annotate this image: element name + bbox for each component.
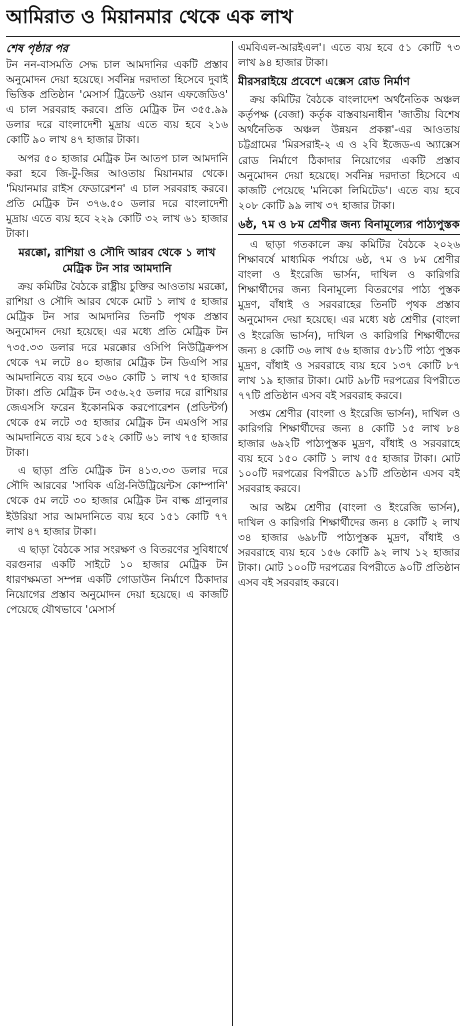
paragraph: এমবিএল-আরইএল'। এতে ব্যয় হবে ৫১ কোটি ৭৩ লাখ ৯৪ হাজার টাকা।	[238, 42, 460, 70]
right-column	[238, 41, 460, 1028]
paragraph: এ ছাড়া বৈঠকে সার সংরক্ষণ ও বিতরণের সুবিধার্থে বরগুনার একটি সাইটে ১০ হাজার মেট্রিক টন ধারণক্ষমতা সম্পন্ন একটি গোডাউন নির্মাণে ঠিকাদার নিয়োগের প্রস্তাব অনুমোদন দেয়া হয়েছে। এ কাজটি পেয়েছে যৌথভাবে 'মেসার্স	[6, 543, 228, 617]
paragraph: অপর ৫০ হাজার মেট্রিক টন আতপ চাল আমদানি করা হবে জি-টু-জির আওতায় মিয়ানমার থেকে। 'মিয়ানমার রাইস ফেডারেশন' এ চাল সরবরাহ করবে। প্রতি মেট্রিক টন ৩৭৬.৫০ ডলার দরে বাংলাদেশী মুদ্রায় এতে ব্যয় হবে ২২৯ কোটি ৩২ লাখ ৬১ হাজার টাকা।	[6, 152, 228, 241]
subheading-access-road: মীরসরাইয়ে প্রবেশে এক্সেস রোড নির্মাণ	[238, 75, 410, 89]
article-columns	[6, 41, 460, 1028]
paragraph: ক্রয় কমিটির বৈঠকে রাষ্ট্রীয় চুক্তির আওতায় মরক্কো, রাশিয়া ও সৌদি আরব থেকে মোট ১ লাখ ৫ হাজার মেট্রিক টন সার আমদানির তিনটি পৃথক প্রস্তাব অনুমোদন দেয়া হয়েছে। এর মধ্যে প্রতি মেট্রিক টন ৭৩৫.৩৩ ডলার দরে মরক্কোর ওসিপি নিউট্রিক্রপস থেকে ৭ম লটে ৪০ হাজার মেট্রিক টন ডিএপি সার আমদানিতে ব্যয় হবে ৩৬০ কোটি ১ লাখ ৭৫ হাজার টাকা। প্রতি মেট্রিক টন ৩৫৬.২৫ ডলার দরে রাশিয়ার জেএসসি ফরেন ইকোনমিক করপোরেশন (প্রডিন্টর্গ) থেকে ৫ম লটে ৩৫ হাজার মেট্রিক টন এমওপি সার আমদানিতে ব্যয় হবে ১৫২ কোটি ৬১ লাখ ৭৫ হাজার টাকা।	[6, 281, 228, 460]
continuation-kicker: শেষ পৃষ্ঠার পর	[6, 42, 69, 55]
subheading-textbooks: ৬ষ্ঠ, ৭ম ও ৮ম শ্রেণীর জন্য বিনামূল্যের পাঠ্যপুস্তক	[238, 217, 460, 235]
paragraph: আর অষ্টম শ্রেণীর (বাংলা ও ইংরেজি ভার্সন), দাখিল ও কারিগরি শিক্ষার্থীদের জন্য ৪ কোটি ২ লাখ ৩৪ হাজার ৬৯৮টি পাঠ্যপুস্তক মুদ্রণ, বাঁধাই ও সরবরাহে ব্যয় হবে ১৫৬ কোটি ৯২ লাখ ১২ হাজার টাকা। মোট ১০০টি দরপত্রের বিপরীতে ৯০টি প্রতিষ্ঠান এসব বই সরবরাহ করবে।	[238, 501, 460, 589]
paragraph: সপ্তম শ্রেণীর (বাংলা ও ইংরেজি ভার্সন), দাখিল ও কারিগরি শিক্ষার্থীদের জন্য ৪ কোটি ১৫ লাখ ৮৪ হাজার ৬৯২টি পাঠ্যপুস্তক মুদ্রণ, বাঁধাই ও সরবরাহে ব্যয় হবে ১৫০ কোটি ১ লাখ ৫৫ হাজার টাকা। মোট ১০০টি দরপত্রের বিপরীতে ৯১টি প্রতিষ্ঠান এসব বই সরবরাহ করবে।	[238, 407, 460, 496]
paragraph: এ ছাড়া গতকালে ক্রয় কমিটির বৈঠকে ২০২৬ শিক্ষাবর্ষে মাধ্যমিক পর্যায়ে ৬ষ্ঠ, ৭ম ও ৮ম শ্রেণীর বাংলা ও ইংরেজি ভার্সন, দাখিল ও কারিগরি শিক্ষার্থীদের জন্য বিনামূল্যে বিতরণের পাঠ্য পুস্তক মুদ্রণ, বাঁধাই ও সরবরাহের তিনটি পৃথক প্রস্তাব অনুমোদন দেয়া হয়েছে। এর মধ্যে ষষ্ঠ শ্রেণীর (বাংলা ও ইংরেজি ভার্সন), দাখিল ও কারিগরি শিক্ষার্থীদের জন্য ৪ কোটি ৩৬ লাখ ৫৬ হাজার ৫৮১টি পাঠ্য পুস্তক মুদ্রণ, বাঁধাই ও সরবরাহে ব্যয় হবে ১৩৭ কোটি ৮৭ লাখ ১৯ হাজার টাকা। মোট ৯৮টি দরপত্রের বিপরীতে ৭৭টি প্রতিষ্ঠান এসব বই সরবরাহ করবে।	[238, 238, 460, 402]
column-divider	[232, 41, 233, 1026]
left-column	[6, 41, 228, 1028]
paragraph: এ ছাড়া প্রতি মেট্রিক টন ৪১৩.৩৩ ডলার দরে সৌদি আরবের 'সাবিক এগ্রি-নিউট্রিয়েন্টস কোম্পানি' থেকে ৫ম লটে ৩০ হাজার মেট্রিক টন বাল্ক গ্রানুলার ইউরিয়া সার আমদানিতে ব্যয় হবে ১৫১ কোটি ৭৭ লাখ ৪৭ হাজার টাকা।	[6, 465, 228, 538]
headline: আমিরাত ও মিয়ানমার থেকে এক লাখ	[6, 4, 460, 37]
subheading-fertilizer: মরক্কো, রাশিয়া ও সৌদি আরব থেকে ১ লাখ মেট্রিক টন সার আমদানি	[18, 246, 216, 276]
paragraph: টন নন-বাসমতি সেদ্ধ চাল আমদানির একটি প্রস্তাব অনুমোদন দেয়া হয়েছে। সর্বনিম্ন দরদাতা হিসেবে দুবাই ভিত্তিক প্রতিষ্ঠান 'মেসার্স ট্রিডেন্ট ওয়ান এফজেডিও' এ চাল সরবরাহ করবে। প্রতি মেট্রিক টন ৩৫৫.৯৯ ডলার দরে বাংলাদেশী মুদ্রায় এতে ব্যয় হবে ২১৬ কোটি ৯০ লাখ ৪৭ হাজার টাকা।	[6, 59, 228, 147]
paragraph: ক্রয় কমিটির বৈঠকে বাংলাদেশ অর্থনৈতিক অঞ্চল কর্তৃপক্ষ (বেজা) কর্তৃক বাস্তবায়নাধীন 'জাতীয় বিশেষ অর্থনৈতিক অঞ্চল উন্নয়ন প্রকল্প'-এর আওতায় চট্টগ্রামের 'মিরসরাই-২ এ ও ২বি ইজেড-এ অ্যাক্সেস রোড নির্মাণে ঠিকাদার নিয়োগের একটি প্রস্তাব অনুমোদন দেয়া হয়েছে। সর্বনিম্ন দরদাতা হিসেবে এ কাজটি পেয়েছে 'মনিকো লিমিটেড'। এতে ব্যয় হবে ২০৮ কোটি ৯৯ লাখ ৩৭ হাজার টাকা।	[238, 94, 460, 212]
